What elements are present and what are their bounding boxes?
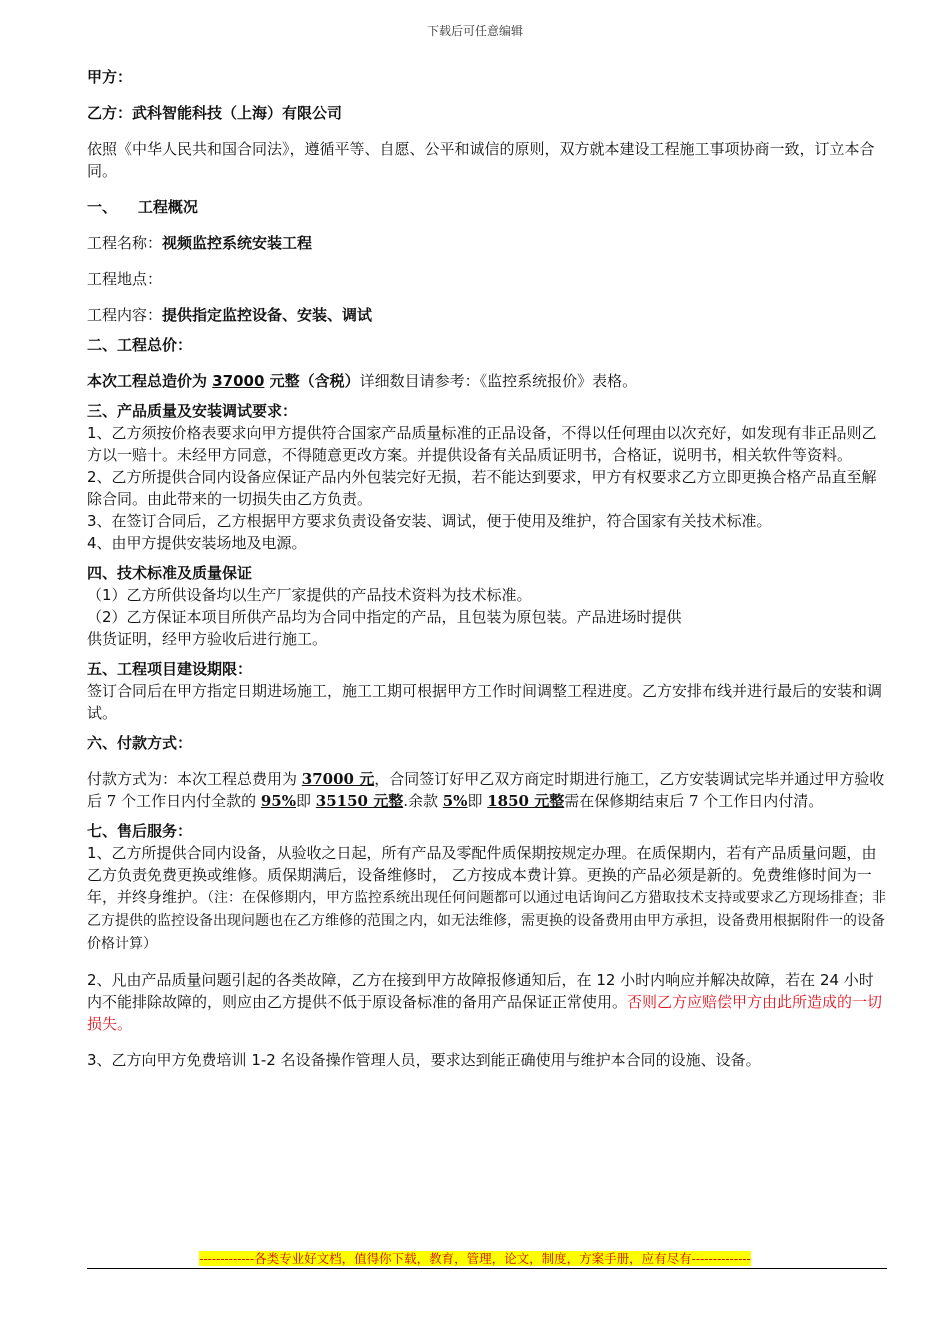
payment-text-4: .余款 [403, 792, 443, 810]
payment-text-6: 需在保修期结束后 7 个工作日内付清。 [564, 792, 824, 810]
total-price-lead: 本次工程总造价为 [87, 372, 213, 390]
service-clause-2-text: 2、凡由产品质量问题引起的各类故障，乙方在接到甲方故障报修通知后，在 12 小时内响应并解决故障，若在 24 小时内不能排除故障的，则应由乙方提供不低于原设备标准的备用产品保证正常使用。 [87, 971, 874, 1011]
section-6-title: 六、付款方式： [87, 734, 193, 752]
section-2-title: 二、工程总价： [87, 336, 193, 354]
service-clause-2-warning: 否则乙方应赔偿甲方由此所造成的一切损失。 [87, 993, 883, 1033]
service-clause-1-note: （注：在保修期内，甲方监控系统出现任何问题都可以通过电话询问乙方猎取技术支持或要求乙方现场排查；非乙方提供的监控设备出现问题也在乙方维修的范围之内，如无法维修，需更换的设备费用由甲方承担，设备费用根据附件一的设备价格计算） [87, 890, 887, 952]
payment-text-5: 即 [467, 792, 488, 810]
total-price-amount: 37000 [212, 372, 265, 390]
payment-percent-1: 95% [260, 792, 296, 810]
total-price-rest: 详细数目请参考：《监控系统报价》表格。 [359, 372, 638, 390]
payment-amount-2: 1850 元整 [487, 792, 565, 810]
standard-clause-2b: 供货证明，经甲方验收后进行施工。 [87, 630, 328, 648]
quality-clause-2: 2、乙方所提供合同内设备应保证产品内外包装完好无损，若不能达到要求，甲方有权要求乙方立即更换合格产品直至解除合同。由此带来的一切损失由乙方负责。 [87, 468, 877, 508]
project-content-label: 工程内容： [87, 306, 163, 324]
preamble: 依照《中华人民共和国合同法》，遵循平等、自愿、公平和诚信的原则，双方就本建设工程施工事项协商一致，订立本合同。 [87, 140, 875, 180]
section-7-title: 七、售后服务： [87, 822, 193, 840]
project-name-value: 视频监控系统安装工程 [162, 234, 313, 252]
standard-clause-1: （1）乙方所供设备均以生产厂家提供的产品技术资料为技术标准。 [87, 586, 532, 604]
total-price-suffix: 元整（含税） [264, 372, 360, 390]
project-name [87, 232, 887, 254]
quality-clause-4: 4、由甲方提供安装场地及电源。 [87, 534, 307, 552]
contract-document [87, 66, 887, 1071]
project-content [87, 304, 887, 326]
payment-percent-2: 5% [442, 792, 468, 810]
section-3-title: 三、产品质量及安装调试要求： [87, 402, 298, 420]
payment-text-2: ，合同签订好甲乙双方商定时期进行施工，乙方安装调试完毕并通过甲方验收后 7 个工作日内付全款的 [87, 770, 885, 810]
section-4-title: 四、技术标准及质量保证 [87, 564, 253, 582]
section-5-title: 五、工程项目建设期限： [87, 660, 253, 678]
service-clause-3: 3、乙方向甲方免费培训 1-2 名设备操作管理人员，要求达到能正确使用与维护本合同的设施、设备。 [87, 1051, 761, 1069]
total-price [87, 370, 887, 392]
footer-divider [87, 1268, 887, 1269]
service-clause-2 [87, 969, 887, 1035]
quality-clause-1: 1、乙方须按价格表要求向甲方提供符合国家产品质量标准的正品设备，不得以任何理由以次充好，如发现有非正品则乙方以一赔十。未经甲方同意，不得随意更改方案。并提供设备有关品质证明书，合格证，说明书，相关软件等资料。 [87, 424, 877, 464]
project-location: 工程地点： [87, 270, 163, 288]
payment-amount-1: 35150 元整 [315, 792, 404, 810]
project-content-value: 提供指定监控设备、安装、调试 [162, 306, 373, 324]
payment-clause [87, 768, 887, 812]
footer-text: -------------各类专业好文档，值得你下载，教育，管理，论文，制度，方案手册，应有尽有-------------- [199, 1251, 751, 1266]
quality-clause-3: 3、在签订合同后，乙方根据甲方要求负责设备安装、调试，便于使用及维护，符合国家有关技术标准。 [87, 512, 772, 530]
header-note: 下载后可任意编辑 [426, 24, 523, 38]
schedule-clause: 签订合同后在甲方指定日期进场施工，施工工期可根据甲方工作时间调整工程进度。乙方安排布线并进行最后的安装和调试。 [87, 682, 883, 722]
footer-banner [0, 1248, 950, 1267]
payment-text-3: 即 [296, 792, 316, 810]
party-b: 乙方：武科智能科技（上海）有限公司 [87, 104, 343, 122]
party-a: 甲方： [87, 68, 133, 86]
payment-text-1: 付款方式为：本次工程总费用为 [87, 770, 302, 788]
section-1-title: 一、 工程概况 [87, 198, 198, 216]
service-clause-1-text: 1、乙方所提供合同内设备，从验收之日起，所有产品及零配件质保期按规定办理。在质保期内，若有产品质量问题，由乙方负责免费更换或维修。质保期满后，设备维修时， 乙方按成本费计算。更换的产品必须是新的。免费维修时间为一年，并终身维护。 [87, 844, 877, 906]
standard-clause-2a: （2）乙方保证本项目所供产品均为合同中指定的产品，且包装为原包装。产品进场时提供 [87, 608, 682, 626]
payment-total: 37000 元 [301, 770, 375, 788]
service-clause-1 [87, 842, 887, 955]
project-name-label: 工程名称： [87, 234, 163, 252]
